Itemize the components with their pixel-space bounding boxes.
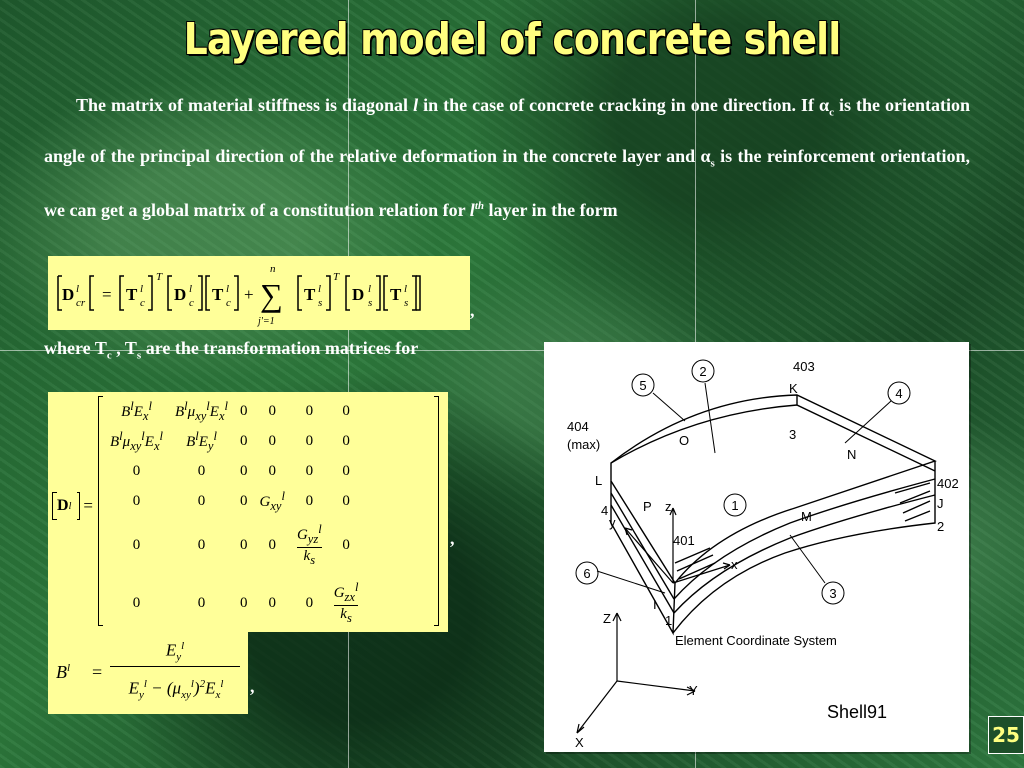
page-number: 25 [988,716,1024,754]
stiffness-matrix: D l = $B^lE_x^l$ $B^l\mu_{xy}^lE_x^l$ 0 0 0 0 $B^l\mu_{xy}^lE_x^l$ $B^lE_y^l$ 0 0 0 0 0 0 0 0 0 0 0 0 0 $G_{xy}^l$ 0 0 0 0 0 0 $G_{yz}^l$ $k_s$ 0 0 0 0 0 0 $G_{zx}^l$ $k_s$ [48,392,448,632]
svg-text:c: c [189,297,194,309]
svg-text:=: = [102,285,112,304]
svg-text:n: n [270,263,276,275]
node-P: P [643,499,652,514]
svg-text:T: T [156,271,163,283]
svg-text:s: s [318,297,323,309]
node-2: 2 [937,519,945,534]
svg-text:∑: ∑ [260,277,283,313]
node-403: 403 [793,359,815,374]
callout-1: 1 [731,498,739,513]
svg-text:T: T [126,285,138,304]
callout-6: 6 [583,566,591,581]
node-4: 4 [601,503,609,518]
svg-text:l: l [404,283,408,295]
axis-Z: Z [603,611,611,626]
svg-text:D: D [174,285,187,304]
svg-text:c: c [140,297,145,309]
node-1: 1 [665,613,673,628]
svg-text:+: + [244,285,254,304]
svg-text:l: l [189,283,193,295]
equation-comma: , [470,300,475,320]
callout-4: 4 [895,386,903,401]
svg-text:s: s [404,297,409,309]
svg-text:s: s [368,297,373,309]
axis-y: y [609,515,616,530]
svg-text:l: l [368,283,372,295]
b-comma: , [250,676,255,696]
node-3: 3 [789,427,797,442]
node-402: 402 [937,476,959,491]
element-name: Shell91 [827,702,888,722]
svg-text:l: l [76,283,80,295]
node-K: K [789,381,798,396]
svg-text:D: D [352,285,365,304]
axis-X: X [575,735,584,750]
body-paragraph: The matrix of material stiffness is diagonal l in the case of concrete cracking in one direction. If $\alpha_c$ is the orientation angle of the principal direction of the relative deformation in the concrete layer and $\alpha_s$ is the reinforcement orientation, we can get a global matrix of a constitution relation for $l^{th}$ layer in the form [44,95,970,221]
node-401: 401 [673,533,695,548]
node-M: M [801,509,812,524]
callout-2: 2 [699,364,707,379]
axis-Y: Y [689,683,698,698]
svg-text:l: l [318,283,322,295]
where-text: where $T_c$ , $T_s$ are the transformation matrices for [44,338,419,362]
figure-caption: Element Coordinate System [675,633,837,648]
node-L: L [595,473,603,488]
svg-text:T: T [390,285,402,304]
node-I: I [653,597,657,612]
max-label: (max) [567,437,601,452]
callout-5: 5 [639,378,647,393]
global-matrix-equation [48,256,470,330]
svg-text:T: T [333,271,340,283]
svg-text:l: l [226,283,230,295]
svg-text:c: c [226,297,231,309]
svg-text:cr: cr [76,297,86,309]
svg-text:j'=1: j'=1 [258,316,275,327]
svg-text:l: l [140,283,144,295]
node-J: J [937,496,944,511]
svg-text:T: T [304,285,316,304]
node-N: N [847,447,857,462]
shell91-figure [544,342,969,752]
slide-title: Layered model of concrete shell [183,14,841,65]
svg-text:T: T [212,285,224,304]
axis-z: z [665,499,672,514]
shell-element-diagram [545,343,968,751]
node-O: O [679,433,690,448]
axis-x: x [731,557,738,572]
matrix-comma: , [450,528,455,548]
node-404: 404 [567,419,589,434]
b-coefficient-equation: $B^l$ = $E_y^l$ $E_y^l - (\mu_{xy}^l)^2E_x^l$ [48,632,248,714]
svg-text:D: D [62,285,75,304]
callout-3: 3 [829,586,837,601]
